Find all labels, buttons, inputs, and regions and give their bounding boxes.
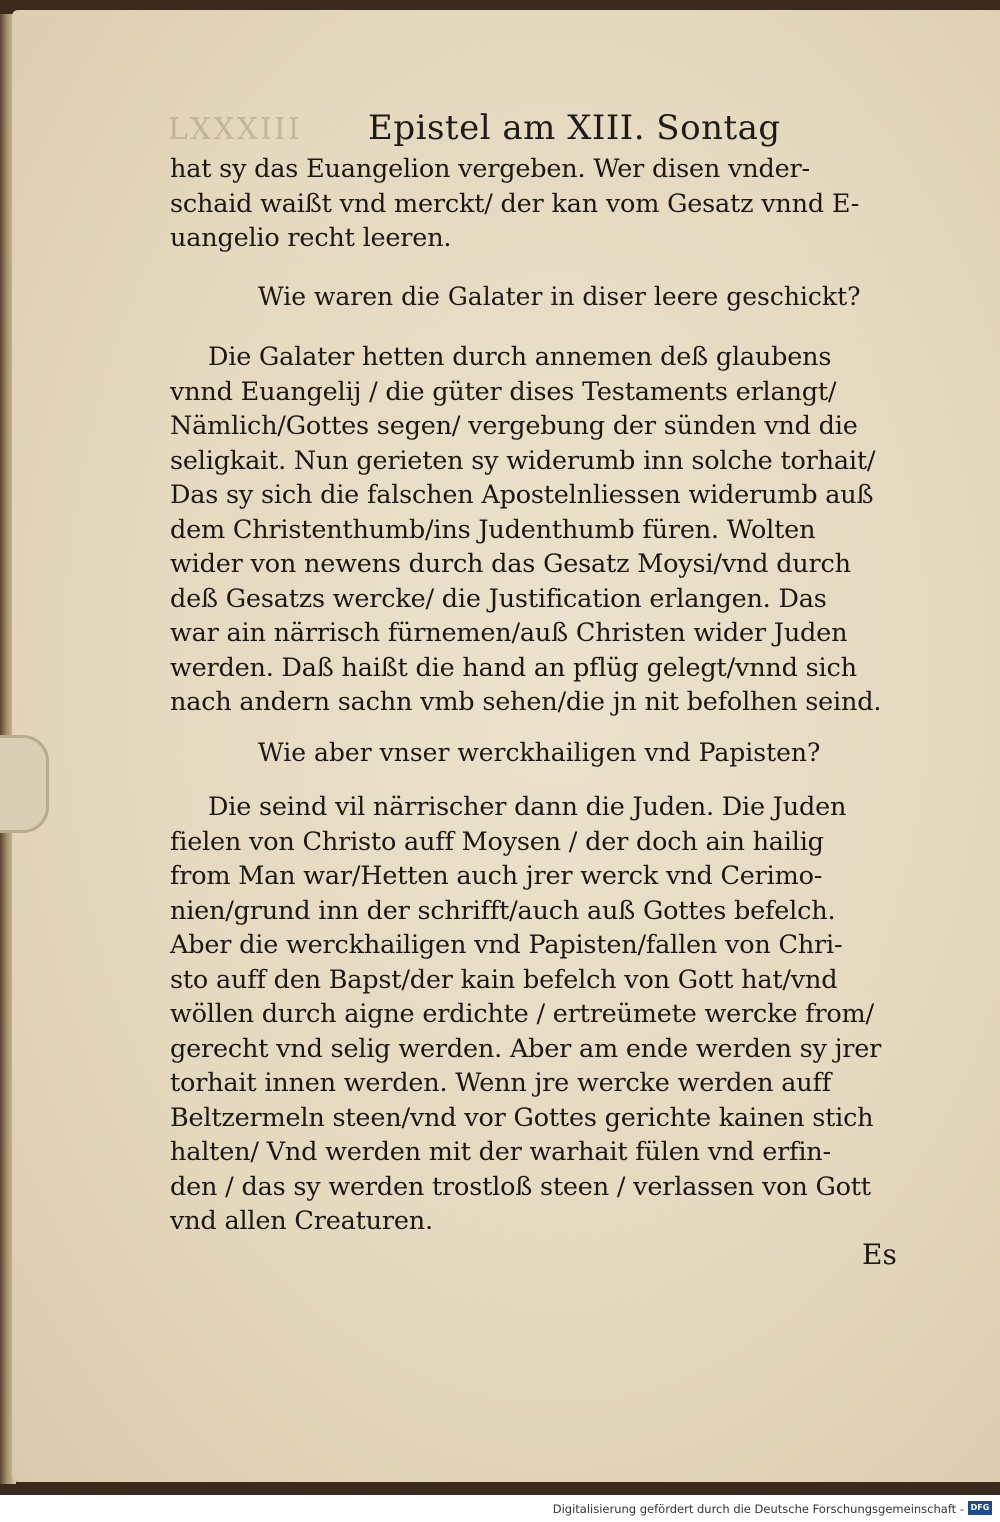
text-line: halten/ Vnd werden mit der warhait fülen vnd erfin- bbox=[170, 1137, 831, 1167]
text-line: sto auff den Bapst/der kain befelch von Gott hat/vnd bbox=[170, 964, 838, 995]
text-line: dem Christenthumb/ins Judenthumb füren. Wolten bbox=[170, 514, 816, 545]
text-line: schaid waißt vnd merckt/ der kan vom Gesatz vnnd E- bbox=[170, 188, 860, 219]
text-line: vnd allen Creaturen. bbox=[170, 1206, 433, 1236]
text-line: seligkait. Nun gerieten sy widerumb inn solche torhait/ bbox=[170, 445, 876, 476]
text-line: wider von newens durch das Gesatz Moysi/vnd durch bbox=[170, 549, 851, 579]
catchword: Es bbox=[862, 1238, 897, 1271]
text-line: from Man war/Hetten auch jrer werck vnd Cerimo- bbox=[170, 861, 823, 891]
text-line: war ain närrisch fürnemen/auß Christen wider Juden bbox=[170, 618, 848, 648]
section-heading-1: Wie waren die Galater in diser leere geschickt? bbox=[258, 282, 861, 311]
text-line: Aber die werckhailigen vnd Papisten/fallen von Chri- bbox=[170, 930, 843, 960]
running-head: Epistel am XIII. Sontag bbox=[368, 108, 781, 148]
text-line: wöllen durch aigne erdichte / ertreümete wercke from/ bbox=[170, 999, 874, 1029]
footer-bar bbox=[0, 1495, 1000, 1522]
text-line: Nämlich/Gottes segen/ vergebung der sünden vnd die bbox=[170, 411, 858, 441]
text-line: Beltzermeln steen/vnd vor Gottes gerichte kainen stich bbox=[170, 1102, 874, 1133]
text-line: fielen von Christo auff Moysen / der doch ain hailig bbox=[170, 826, 824, 857]
text-line: den / das sy werden trostloß steen / verlassen von Gott bbox=[170, 1171, 871, 1202]
text-line: hat sy das Euangelion vergeben. Wer disen vnder- bbox=[170, 154, 810, 184]
text-line: nien/grund inn der schrifft/auch auß Gottes befelch. bbox=[170, 895, 836, 926]
text-line: vnnd Euangelij / die güter dises Testaments erlangt/ bbox=[170, 376, 837, 407]
text-line: torhait innen werden. Wenn jre wercke werden auff bbox=[170, 1068, 831, 1098]
section-heading-2: Wie aber vnser werckhailigen vnd Papisten? bbox=[258, 738, 821, 767]
text-line: Das sy sich die falschen Apostelnliessen widerumb auß bbox=[170, 480, 874, 510]
text-line: uangelio recht leeren. bbox=[170, 223, 452, 253]
book-clasp bbox=[0, 735, 49, 833]
text-line: Die seind vil närrischer dann die Juden. Die Juden bbox=[208, 792, 847, 822]
folio-mark-left: LXXXIII bbox=[168, 112, 302, 147]
text-line: Die Galater hetten durch annemen deß glaubens bbox=[208, 342, 832, 372]
dfg-logo-icon[interactable]: DFG bbox=[968, 1501, 992, 1515]
funding-notice: Digitalisierung gefördert durch die Deutsche Forschungsgemeinschaft - bbox=[552, 1502, 964, 1516]
text-line: gerecht vnd selig werden. Aber am ende werden sy jrer bbox=[170, 1033, 882, 1064]
text-line: nach andern sachn vmb sehen/die jn nit befolhen seind. bbox=[170, 687, 882, 717]
text-block-3 bbox=[170, 790, 920, 1239]
text-line: werden. Daß haißt die hand an pflüg gelegt/vnnd sich bbox=[170, 652, 857, 683]
text-line: deß Gesatzs wercke/ die Justification erlangen. Das bbox=[170, 583, 827, 614]
text-block-1 bbox=[170, 152, 920, 256]
text-block-2 bbox=[170, 340, 920, 720]
